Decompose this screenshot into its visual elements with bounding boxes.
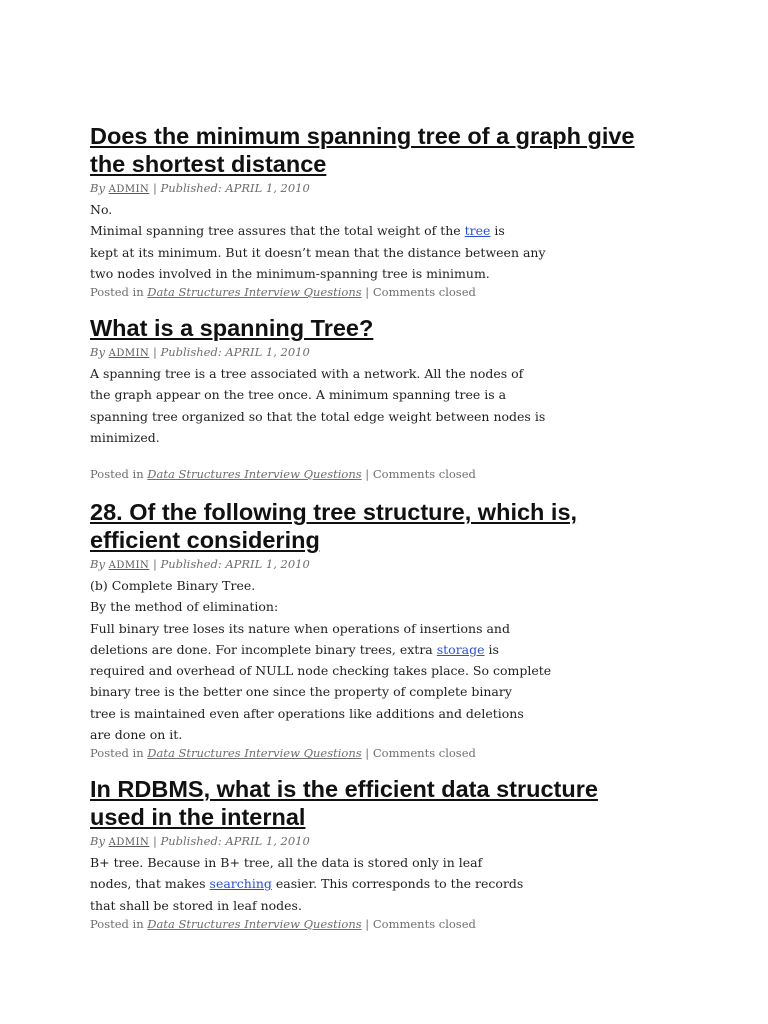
- author-link[interactable]: ADMIN: [108, 348, 150, 359]
- post-body: [90, 199, 690, 284]
- post: [90, 775, 690, 933]
- post-body: [90, 363, 690, 448]
- published-date: | Published: APRIL 1, 2010: [149, 345, 310, 359]
- body-line: (b) Complete Binary Tree.: [90, 578, 256, 593]
- post-title-link[interactable]: [90, 314, 690, 342]
- post: [90, 314, 690, 483]
- post-title-line: In RDBMS, what is the efficient data structure: [90, 776, 598, 802]
- body-line: minimized.: [90, 429, 160, 445]
- posted-in-label: Posted in: [90, 285, 148, 300]
- comments-status: | Comments closed: [361, 285, 476, 300]
- category-link[interactable]: Data Structures Interview Questions: [147, 467, 362, 482]
- body-text: easier. This corresponds to the records: [271, 876, 524, 892]
- author-link[interactable]: ADMIN: [108, 837, 150, 848]
- category-link[interactable]: Data Structures Interview Questions: [147, 285, 362, 300]
- body-line: kept at its minimum. But it doesn’t mean that the distance between any: [90, 244, 546, 260]
- post-footer: [90, 916, 690, 933]
- body-text: is: [490, 223, 505, 239]
- body-line: [90, 639, 690, 660]
- body-line: spanning tree organized so that the total edge weight between nodes is: [90, 408, 546, 424]
- posted-in-label: Posted in: [90, 467, 148, 482]
- body-line: the graph appear on the tree once. A minimum spanning tree is a: [90, 387, 507, 403]
- body-line: required and overhead of NULL node checking takes place. So complete: [90, 663, 552, 679]
- comments-status: | Comments closed: [361, 746, 476, 761]
- post-footer: [90, 466, 690, 483]
- storage-link[interactable]: storage: [436, 641, 485, 657]
- body-line: A spanning tree is a tree associated with a network. All the nodes of: [90, 366, 524, 381]
- post-title-line: Does the minimum spanning tree of a graph give: [90, 123, 635, 149]
- post: [90, 498, 690, 762]
- post-title-line: What is a spanning Tree?: [90, 315, 374, 341]
- published-date: | Published: APRIL 1, 2010: [149, 557, 310, 571]
- body-line: two nodes involved in the minimum-spanning tree is minimum.: [90, 265, 490, 281]
- published-date: | Published: APRIL 1, 2010: [149, 181, 310, 195]
- post-title-line: the shortest distance: [90, 151, 327, 177]
- category-link[interactable]: Data Structures Interview Questions: [147, 746, 362, 761]
- post-meta: [90, 344, 690, 362]
- posted-in-label: Posted in: [90, 746, 148, 761]
- posted-in-label: Posted in: [90, 916, 148, 931]
- body-line: that shall be stored in leaf nodes.: [90, 897, 302, 913]
- post: [90, 122, 690, 301]
- author-link[interactable]: ADMIN: [108, 560, 150, 571]
- category-link[interactable]: Data Structures Interview Questions: [147, 916, 362, 931]
- meta-by-label: By: [90, 181, 105, 195]
- body-line: No.: [90, 202, 113, 217]
- body-line: [90, 873, 690, 894]
- comments-status: | Comments closed: [361, 916, 476, 931]
- post-body: [90, 852, 690, 916]
- post-meta: [90, 833, 690, 851]
- body-line: are done on it.: [90, 727, 183, 743]
- post-body: [90, 575, 690, 745]
- body-text: is: [484, 641, 499, 657]
- meta-by-label: By: [90, 557, 105, 571]
- post-title-link[interactable]: [90, 775, 690, 831]
- body-text: nodes, that makes: [90, 876, 210, 892]
- post-meta: [90, 180, 690, 198]
- body-line: Full binary tree loses its nature when operations of insertions and: [90, 620, 510, 636]
- body-line: [90, 220, 690, 241]
- tree-link[interactable]: tree: [464, 223, 491, 239]
- post-title-link[interactable]: [90, 498, 690, 554]
- post-meta: [90, 556, 690, 574]
- searching-link[interactable]: searching: [209, 876, 272, 892]
- post-title-link[interactable]: [90, 122, 690, 178]
- meta-by-label: By: [90, 834, 105, 848]
- author-link[interactable]: ADMIN: [108, 184, 150, 195]
- body-line: binary tree is the better one since the property of complete binary: [90, 684, 512, 700]
- body-text: deletions are done. For incomplete binary trees, extra: [90, 641, 437, 657]
- post-title-line: efficient considering: [90, 527, 320, 553]
- published-date: | Published: APRIL 1, 2010: [149, 834, 310, 848]
- body-line: tree is maintained even after operations like additions and deletions: [90, 705, 524, 721]
- post-footer: [90, 284, 690, 301]
- meta-by-label: By: [90, 345, 105, 359]
- body-text: Minimal spanning tree assures that the total weight of the: [90, 223, 465, 239]
- post-title-line: 28. Of the following tree structure, which is,: [90, 499, 578, 525]
- post-title-line: used in the internal: [90, 804, 306, 830]
- post-footer: [90, 745, 690, 762]
- comments-status: | Comments closed: [361, 467, 476, 482]
- body-line: B+ tree. Because in B+ tree, all the data is stored only in leaf: [90, 855, 483, 870]
- body-line: By the method of elimination:: [90, 599, 279, 615]
